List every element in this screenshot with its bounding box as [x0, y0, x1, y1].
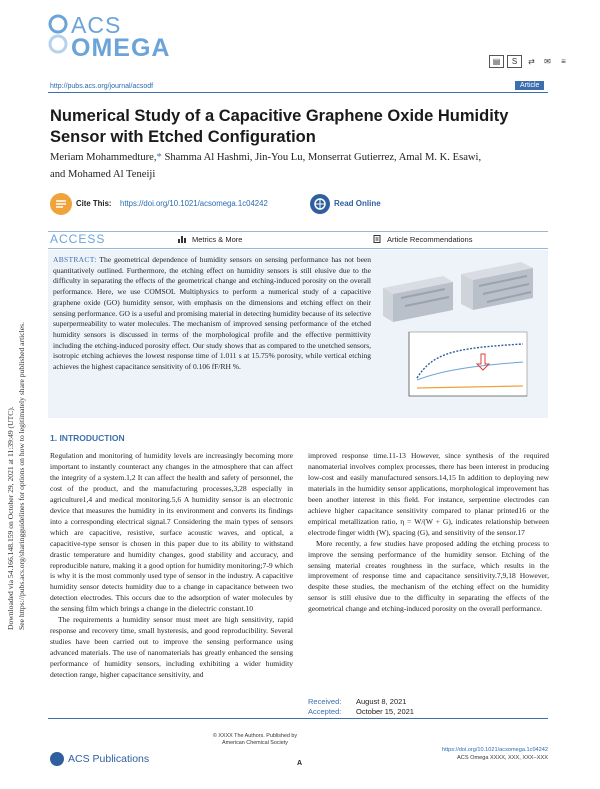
logo-acs: ACS: [71, 12, 122, 38]
footer-divider: [48, 718, 548, 719]
document-icon: [373, 235, 381, 243]
intro-right-column: [308, 451, 549, 615]
abstract-box: [48, 250, 548, 418]
journal-url[interactable]: http://pubs.acs.org/journal/acsodf: [50, 83, 154, 90]
omega-mark-icon: [47, 14, 69, 56]
author-list: [50, 149, 550, 183]
toc-graphic: [373, 258, 541, 408]
intro-paragraph: improved response time.11-13 However, since synthesis of the required nanomaterial involves complex processes, there has been interest in producing low-cost and easily manufactured sensors.14,15 In addition to deploying new materials in the humidity sensor applications, morphological improvement has been another interest in this field. For instance, serpentine electrodes can achieve higher capacitance sensitivity compared to planar printed16 or the empirical metallization ratio, η = W/(W + G), indicates relationship between electrode finger width (W), spacing (G), and sensitivity of the sensor.17: [308, 451, 549, 537]
abstract-text: [53, 255, 371, 373]
article-icon[interactable]: ▤: [489, 55, 504, 68]
metrics-link[interactable]: [178, 235, 242, 244]
sharing-guidelines[interactable]: See https://pubs.acs.org/sharingguidelines for options on how to legitimately share published articles.: [17, 322, 26, 630]
download-info: Downloaded via 54.166.148.159 on October 29, 2021 at 11:39:49 (UTC).: [6, 406, 15, 630]
abstract-body: The geometrical dependence of humidity sensors on sensing performance has not been quantitatively outlined. Furthermore, the etching effect on humidity sensors is still elusive due to the difficulty in separating the effects of the geometrical change and etching-induced porosity on the overall performance. Here, we use COMSOL Multiphysics to perform a numerical study of a capacitive graphene oxide (GO) humidity sensor, with emphasis on the dimensions and etching effect on their sensing performance. GO is a useful and promising material in detecting humidity because of its selective superpermeability to water molecules. The mechanism of improved sensing performance of the etched humidity sensors is discussed in terms of the morphological profile and the effective permittivity including the etching-induced porosity effect. Our study shows that as compared to the unetched sensors, isotropic etching achieves the lowest response time of 1.011 s at 15.75% porosity, while vertical etching achieves the highest capacitance sensitivity of 0.106 fF/RH %.: [53, 255, 371, 372]
cite-icon[interactable]: [50, 193, 72, 215]
section-heading: 1. INTRODUCTION: [50, 433, 125, 443]
acs-publications-logo[interactable]: [50, 752, 160, 770]
electrode-block-left: [383, 276, 453, 322]
journal-logo[interactable]: [47, 10, 207, 64]
publisher-name: ACS Publications: [68, 753, 150, 765]
download-watermark: [4, 210, 30, 630]
header-divider: [48, 92, 548, 93]
received-value: August 8, 2021: [356, 697, 407, 706]
read-online-link[interactable]: Read Online: [334, 199, 381, 208]
article-title: Numerical Study of a Capacitive Graphene Oxide Humidity Sensor with Etched Configuration: [50, 107, 509, 146]
cite-doi-link[interactable]: https://doi.org/10.1021/acsomega.1c04242: [120, 199, 268, 208]
abstract-lead: ABSTRACT:: [53, 255, 97, 264]
received-label: Received:: [308, 697, 342, 706]
more-icon[interactable]: ≡: [561, 56, 566, 66]
cite-label: Cite This:: [76, 199, 112, 208]
pdf-icon[interactable]: ✉: [544, 56, 551, 66]
article-toolbar: [486, 52, 570, 70]
author-first[interactable]: Meriam Mohammedture,: [50, 152, 157, 163]
corresponding-author-mark[interactable]: *: [156, 152, 162, 163]
cite-bar: [50, 191, 550, 219]
author-last[interactable]: and Mohamed Al Teneiji: [50, 169, 156, 180]
recommendations-label: Article Recommendations: [387, 235, 473, 244]
article-dates: [308, 697, 414, 717]
logo-omega: OMEGA: [71, 34, 171, 62]
intro-paragraph: The requirements a humidity sensor must meet are high sensitivity, rapid response and recovery time, small hysteresis, and good reproducibility. Several studies have been carried out to improve the sensing performance using advanced materials. The use of nanomaterials has greatly enhanced the sensing performance of humidity sensors, including exhibiting a wider humidity detection range, higher capacitance sensitivity, and: [50, 615, 293, 680]
recommendations-link[interactable]: [373, 235, 472, 244]
access-bar: [48, 231, 548, 249]
bar-chart-icon: [178, 235, 186, 243]
footer-doi-link[interactable]: https://doi.org/10.1021/acsomega.1c04242: [441, 747, 548, 753]
read-online-icon[interactable]: [310, 194, 330, 214]
accepted-date: [308, 707, 414, 717]
metrics-label: Metrics & More: [192, 235, 243, 244]
accepted-value: October 15, 2021: [356, 707, 414, 716]
article-type-badge: Article: [515, 81, 544, 90]
share-icon[interactable]: ⇄: [528, 56, 535, 66]
access-label: ACCESS: [50, 232, 106, 246]
acs-icon: [50, 752, 64, 766]
author-rest[interactable]: Shamma Al Hashmi, Jin-You Lu, Monserrat Gutierrez, Amal M. K. Esawi,: [161, 152, 482, 163]
intro-paragraph: More recently, a few studies have proposed adding the etching process to improve the sensing performance of the humidity sensor. Etching of the sensing material creates roughness in the surface, which results in the improvement of response time and capacitance sensitivity.7,9,18 However, despite these studies, the mechanism of the etching effect on the humidity sensor is still elusive due to the difficulty in separating the effects of the geometrical change and etching-induced porosity on the overall performance.: [308, 538, 549, 614]
received-date: [308, 697, 414, 707]
footer-citation-text: ACS Omega XXXX, XXX, XXX−XXX: [457, 755, 548, 761]
footer-citation: [400, 746, 548, 762]
accepted-label: Accepted:: [308, 707, 342, 716]
intro-paragraph: Regulation and monitoring of humidity levels are increasingly becoming more important to instantly counteract any changes in the atmosphere that can affect the integrity of a system.1,2 It can affect the health and safety of personnel, the cost of the product, and the manufacturing processes,3,28 especially in agriculture1,4 and medical monitoring.5,6 A humidity sensor is an electronic device that measures the humidity in its environment and converts its findings into a corresponding electrical signal.7 Considering the main types of sensors which are capacitive, resistive, surface acoustic waves, and optical, a capacitive-type sensor is chosen in this paper due to its ability to withstand drastic temperature and humidity changes, good stability and accuracy, and reproducible nature, making it a good option for humidity monitoring;7-9 which is why it is the most commonly used type of sensor in the industry. A capacitive humidity sensor detects humidity due to a change in capacitance between two detection electrodes. This occurs due to the adsorption of water molecules by the sensing film which brings a change in the dielectric constant.10: [50, 451, 293, 614]
intro-left-column: [50, 451, 293, 681]
copyright-notice: © XXXX The Authors. Published by American Chemical Society: [212, 733, 298, 746]
page-number: A: [297, 760, 303, 767]
electrode-block-right: [461, 262, 533, 310]
supporting-info-icon[interactable]: S: [507, 55, 522, 68]
